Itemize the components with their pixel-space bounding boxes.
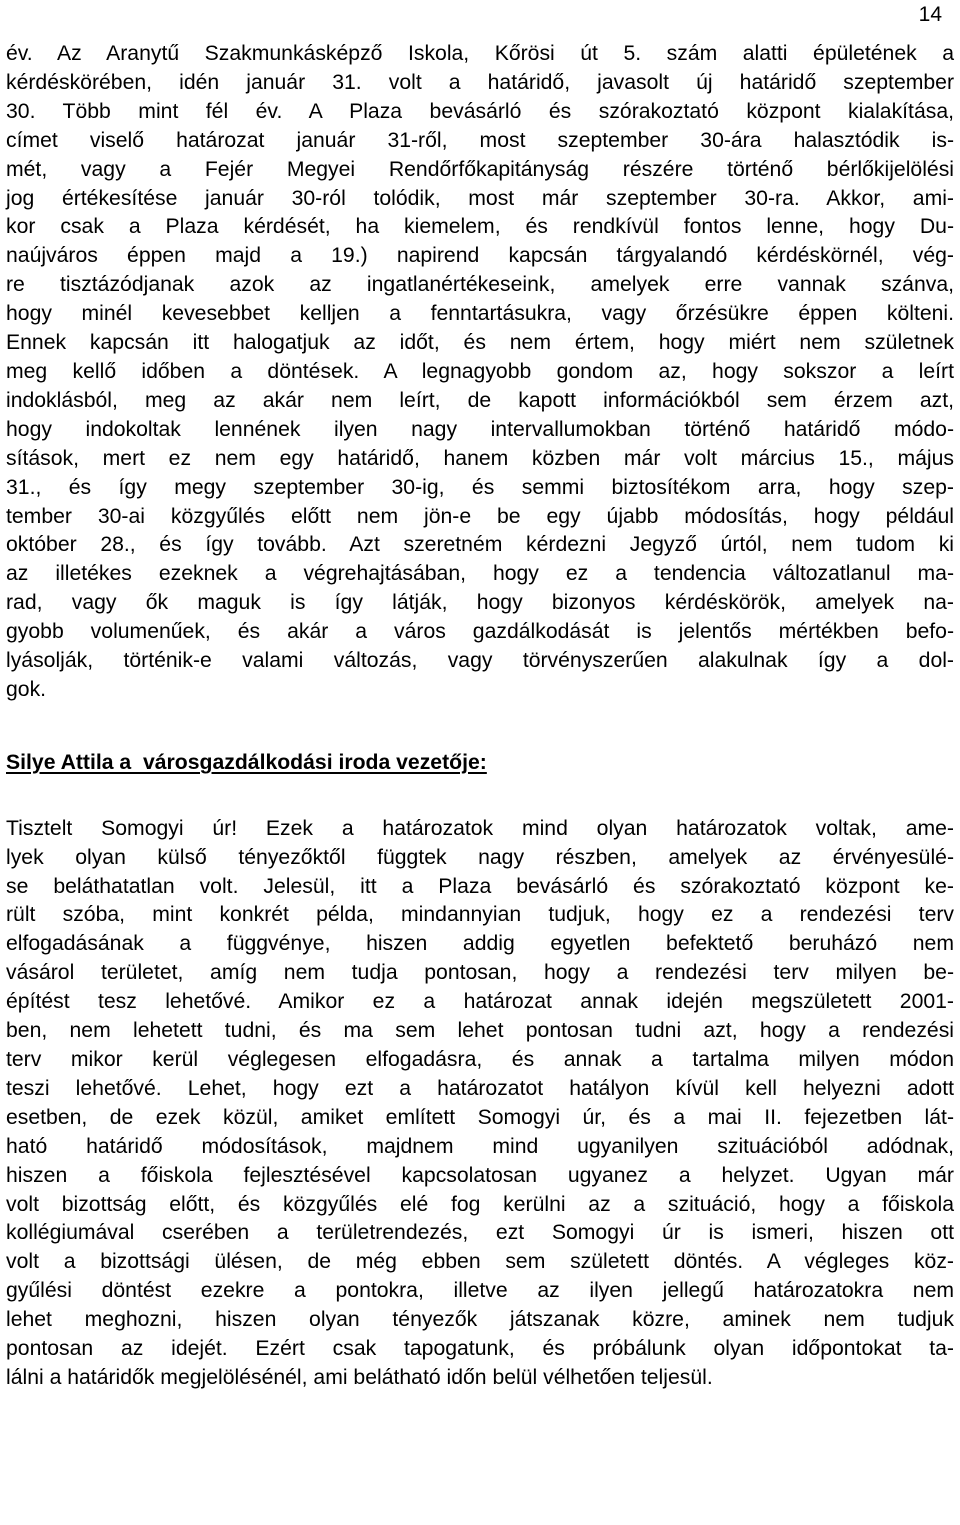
text-line: ható határidő módosítások, majdnem mind ugyanilyen szituációból adódnak, — [6, 1134, 954, 1158]
text-line: volt a bizottsági ülésen, de még ebben sem született döntés. A végleges köz- — [6, 1250, 954, 1274]
text-line: gyobb volumenűek, és akár a város gazdálkodását is jelentős mértékben befo- — [6, 620, 954, 644]
text-line: lyek olyan külső tényezőktől függtek nagy részben, amelyek az érvényesülé- — [6, 845, 954, 869]
text-line: lálni a határidők megjelölésénél, ami belátható időn belül vélhetően teljesül. — [6, 1365, 713, 1389]
text-line: kollégiumával cserében a területrendezés, ezt Somogyi úr is ismeri, hiszen ott — [6, 1221, 954, 1245]
paragraph-1 — [6, 40, 954, 705]
text-line: hiszen a főiskola fejlesztésével kapcsolatosan ugyanez a helyzet. Ugyan már — [6, 1163, 954, 1187]
text-line: hogy minél kevesebbet kelljen a fenntartásukra, vagy őrzésükre éppen költeni. — [6, 302, 954, 326]
text-line: gok. — [6, 677, 47, 701]
text-line: ben, nem lehetett tudni, és ma sem lehet pontosan tudni azt, hogy a rendezési — [6, 1019, 954, 1043]
text-line: Ennek kapcsán itt halogatjuk az időt, és nem értem, hogy miért nem születnek — [6, 331, 954, 355]
text-line: lyásolják, történik-e valami változás, vagy törvényszerűen alakulnak így a dol- — [6, 649, 954, 673]
text-line: címet viselő határozat január 31-ről, most szeptember 30-ára halasztódik is- — [6, 128, 954, 152]
paragraph-2 — [6, 815, 954, 1393]
text-line: terv mikor kerül véglegesen elfogadásra, és annak a tartalma milyen módon — [6, 1048, 954, 1071]
text-line: kérdéskörében, idén január 31. volt a határidő, javasolt új határidő szeptember — [6, 70, 954, 94]
text-line: 30. Több mint fél év. A Plaza bevásárló és szórakoztató központ kialakítása, — [6, 99, 954, 123]
text-line: október 28., és így tovább. Azt szeretném kérdezni Jegyző úrtól, nem tudom ki — [6, 533, 954, 557]
text-line: elfogadásának a függvénye, hiszen addig egyetlen befektető beruházó nem — [6, 932, 954, 956]
text-line: se beláthatatlan volt. Jelesül, itt a Plaza bevásárló és szórakoztató központ ke- — [6, 874, 954, 898]
page-number: 14 — [918, 3, 942, 26]
text-line: mét, vagy a Fejér Megyei Rendőrfőkapitányság részére történő bérlőkijelölési — [6, 157, 954, 181]
text-line: rad, vagy ők maguk is így látják, hogy bizonyos kérdéskörök, amelyek na- — [6, 591, 954, 615]
speaker-heading-block — [6, 749, 954, 778]
speaker-heading: Silye Attila a városgazdálkodási iroda vezetője: — [6, 750, 487, 774]
text-line: kor csak a Plaza kérdését, ha kiemelem, és rendkívül fontos lenne, hogy Du- — [6, 215, 954, 239]
text-line: indoklásból, meg az akár nem leírt, de kapott információkból sem érzem azt, — [6, 388, 954, 412]
text-line: pontosan az idejét. Ezért csak tapogatunk, és próbálunk olyan időpontokat ta- — [6, 1337, 954, 1361]
document-body — [6, 40, 954, 1393]
text-line: az illetékes ezeknek a végrehajtásában, hogy ez a tendencia változatlanul ma- — [6, 562, 954, 586]
text-line: rült szóba, mint konkrét példa, mindannyian tudjuk, hogy ez a rendezési terv — [6, 903, 954, 927]
text-line: sítások, mert ez nem egy határidő, hanem közben már volt március 15., május — [6, 446, 954, 470]
text-line: re tisztázódjanak azok az ingatlanértékeseink, amelyek erre vannak szánva, — [6, 273, 954, 297]
text-line: építést tesz lehetővé. Amikor ez a határozat annak idején megszületett 2001- — [6, 990, 954, 1014]
text-line: volt bizottság előtt, és közgyűlés elé fog kerülni az a szituáció, hogy a főiskola — [6, 1192, 954, 1216]
text-line: vásárol területet, amíg nem tudja pontosan, hogy a rendezési terv milyen be- — [6, 961, 954, 985]
text-line: hogy indokoltak lennének ilyen nagy intervallumokban történő határidő módo- — [6, 417, 954, 441]
text-line: tember 30-ai közgyűlés előtt nem jön-e be egy újabb módosítás, hogy például — [6, 504, 954, 528]
text-line: év. Az Aranytű Szakmunkásképző Iskola, Kőrösi út 5. szám alatti épületének a — [6, 42, 954, 65]
text-line: naújváros éppen majd a 19.) napirend kapcsán tárgyalandó kérdéskörnél, vég- — [6, 244, 954, 268]
text-line: 31., és így megy szeptember 30-ig, és semmi biztosítékom arra, hogy szep- — [6, 475, 954, 499]
text-line: lehet meghozni, hiszen olyan tényezők játszanak közre, aminek nem tudjuk — [6, 1308, 954, 1332]
text-line: esetben, de ezek közül, amiket említett Somogyi úr, és a mai II. fejezetben lát- — [6, 1105, 954, 1129]
text-line: Tisztelt Somogyi úr! Ezek a határozatok mind olyan határozatok voltak, ame- — [6, 816, 954, 840]
text-line: jog értékesítése január 30-ról tolódik, most már szeptember 30-ra. Akkor, ami- — [6, 186, 954, 210]
text-line: gyűlési döntést ezekre a pontokra, illetve az ilyen jellegű határozatokra nem — [6, 1279, 954, 1303]
text-line: meg kellő időben a döntések. A legnagyobb gondom az, hogy sokszor a leírt — [6, 359, 954, 383]
text-line: teszi lehetővé. Lehet, hogy ezt a határozatot hatályon kívül kell helyezni adott — [6, 1076, 954, 1100]
